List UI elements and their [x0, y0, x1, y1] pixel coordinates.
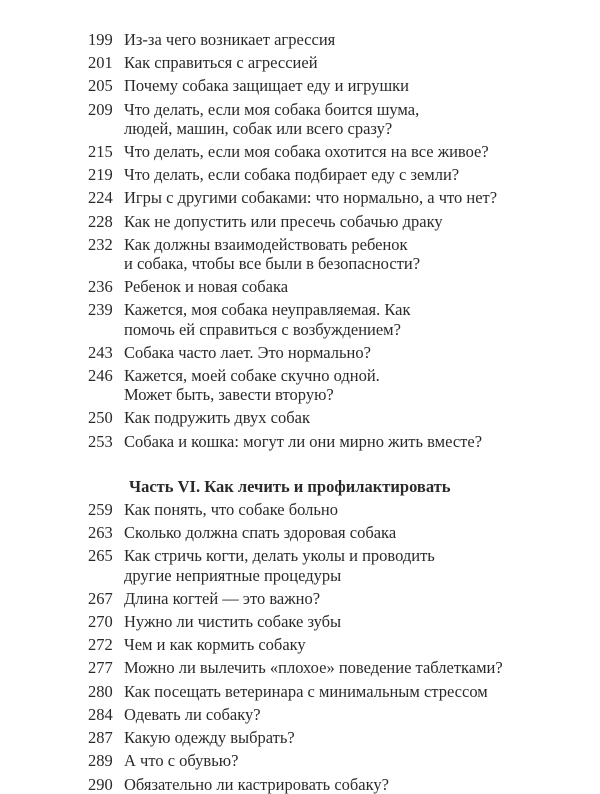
entry-title-line: Кажется, моя собака неуправляемая. Как	[124, 300, 411, 320]
entry-title	[124, 277, 568, 296]
page-number: 199	[88, 30, 113, 49]
toc-entry	[88, 53, 568, 72]
entry-title-line: Что делать, если собака подбирает еду с земли?	[124, 165, 460, 185]
page-number: 272	[88, 635, 113, 655]
entry-title-line: Можно ли вылечить «плохое» поведение таблетками?	[124, 658, 503, 678]
toc-entry	[88, 235, 568, 273]
toc-entry	[88, 142, 568, 161]
entry-title-line: Как должны взаимодействовать ребенок	[124, 234, 408, 254]
entry-title-line: Как подружить двух собак	[124, 408, 310, 428]
toc-entry	[88, 277, 568, 296]
page-number: 209	[88, 99, 113, 119]
entry-title	[124, 188, 568, 207]
entry-title	[124, 589, 568, 608]
toc-entry	[88, 300, 568, 338]
spacer	[88, 451, 568, 477]
entry-title-line: Игры с другими собаками: что нормально, а что нет?	[124, 188, 498, 208]
entry-title-line: Длина когтей — это важно?	[124, 588, 321, 608]
section-heading: Часть VI. Как лечить и профилактировать	[129, 476, 451, 496]
toc-entry	[88, 76, 568, 95]
entry-title-line: Может быть, завести вторую?	[124, 385, 334, 405]
page-number: 201	[88, 53, 113, 73]
entry-title-line: Как справиться с агрессией	[124, 53, 318, 73]
page-number: 228	[88, 211, 113, 231]
toc-entry	[88, 589, 568, 608]
entry-title	[124, 658, 568, 677]
page-number: 265	[88, 546, 113, 566]
entry-title	[124, 775, 568, 794]
entry-title	[124, 523, 568, 542]
entry-title-line: Собака часто лает. Это нормально?	[124, 342, 371, 362]
entry-title-line: Собака и кошка: могут ли они мирно жить вместе?	[124, 431, 483, 451]
page-number: 205	[88, 76, 113, 96]
entry-title	[124, 612, 568, 631]
entry-title-line: Нужно ли чистить собаке зубы	[124, 612, 342, 632]
page-number: 270	[88, 612, 113, 632]
entry-title	[124, 343, 568, 362]
entry-title	[124, 366, 568, 404]
entry-title-line: помочь ей справиться с возбуждением?	[124, 319, 401, 339]
entry-title-line: другие неприятные процедуры	[124, 565, 342, 585]
toc-entry	[88, 343, 568, 362]
toc-entry	[88, 682, 568, 701]
entry-title	[124, 165, 568, 184]
toc-entry	[88, 523, 568, 542]
entry-title-line: Что делать, если моя собака охотится на все живое?	[124, 142, 489, 162]
toc-entry	[88, 212, 568, 231]
toc-entry	[88, 30, 568, 49]
entry-title-line: людей, машин, собак или всего сразу?	[124, 118, 393, 138]
entry-title	[124, 728, 568, 747]
page-number: 253	[88, 431, 113, 451]
toc-entry	[88, 100, 568, 138]
entry-title	[124, 546, 568, 584]
page-number: 277	[88, 658, 113, 678]
page-number: 243	[88, 342, 113, 362]
entry-title	[124, 142, 568, 161]
entry-title-line: Какую одежду выбрать?	[124, 728, 295, 748]
page-number: 215	[88, 142, 113, 162]
entry-title	[124, 100, 568, 138]
entry-title-line: Как понять, что собаке больно	[124, 500, 339, 520]
entry-title-line: Одевать ли собаку?	[124, 704, 261, 724]
toc-entry	[88, 775, 568, 794]
toc-entry	[88, 165, 568, 184]
entry-title-line: Сколько должна спать здоровая собака	[124, 523, 397, 543]
page-number: 239	[88, 300, 113, 320]
entry-title-line: А что с обувью?	[124, 751, 239, 771]
entry-title-line: Из-за чего возникает агрессия	[124, 30, 336, 49]
entry-title	[124, 53, 568, 72]
toc-entry	[88, 751, 568, 770]
page-number: 250	[88, 408, 113, 428]
toc-list-part-v	[88, 30, 568, 451]
table-of-contents	[88, 30, 568, 794]
page-number: 236	[88, 277, 113, 297]
entry-title-line: Как посещать ветеринара с минимальным стрессом	[124, 681, 488, 701]
page-number: 287	[88, 728, 113, 748]
page-number: 224	[88, 188, 113, 208]
toc-entry	[88, 728, 568, 747]
entry-title-line: Как стричь когти, делать уколы и проводить	[124, 546, 435, 566]
toc-entry	[88, 612, 568, 631]
entry-title	[124, 30, 568, 49]
page-number: 284	[88, 704, 113, 724]
page-number: 289	[88, 751, 113, 771]
entry-title	[124, 235, 568, 273]
page-number: 267	[88, 588, 113, 608]
toc-entry	[88, 188, 568, 207]
page-number: 232	[88, 234, 113, 254]
toc-entry	[88, 635, 568, 654]
entry-title	[124, 408, 568, 427]
entry-title-line: Почему собака защищает еду и игрушки	[124, 76, 410, 96]
page-number: 290	[88, 774, 113, 794]
page-number: 263	[88, 523, 113, 543]
entry-title	[124, 751, 568, 770]
toc-entry	[88, 705, 568, 724]
page-number: 280	[88, 681, 113, 701]
entry-title	[124, 300, 568, 338]
entry-title	[124, 635, 568, 654]
page-number: 259	[88, 500, 113, 520]
entry-title	[124, 705, 568, 724]
entry-title	[124, 682, 568, 701]
toc-entry	[88, 658, 568, 677]
entry-title	[124, 76, 568, 95]
entry-title-line: Кажется, моей собаке скучно одной.	[124, 366, 380, 386]
entry-title	[124, 432, 568, 451]
page-number: 246	[88, 366, 113, 386]
page-number: 219	[88, 165, 113, 185]
toc-entry	[88, 408, 568, 427]
entry-title-line: Чем и как кормить собаку	[124, 635, 306, 655]
entry-title	[124, 500, 568, 519]
toc-entry	[88, 366, 568, 404]
toc-entry	[88, 546, 568, 584]
entry-title	[124, 212, 568, 231]
toc-entry	[88, 500, 568, 519]
entry-title-line: и собака, чтобы все были в безопасности?	[124, 254, 421, 274]
entry-title-line: Как не допустить или пресечь собачью драку	[124, 211, 443, 231]
toc-entry	[88, 432, 568, 451]
entry-title-line: Ребенок и новая собака	[124, 277, 289, 297]
entry-title-line: Что делать, если моя собака боится шума,	[124, 99, 420, 119]
entry-title-line: Обязательно ли кастрировать собаку?	[124, 774, 389, 794]
